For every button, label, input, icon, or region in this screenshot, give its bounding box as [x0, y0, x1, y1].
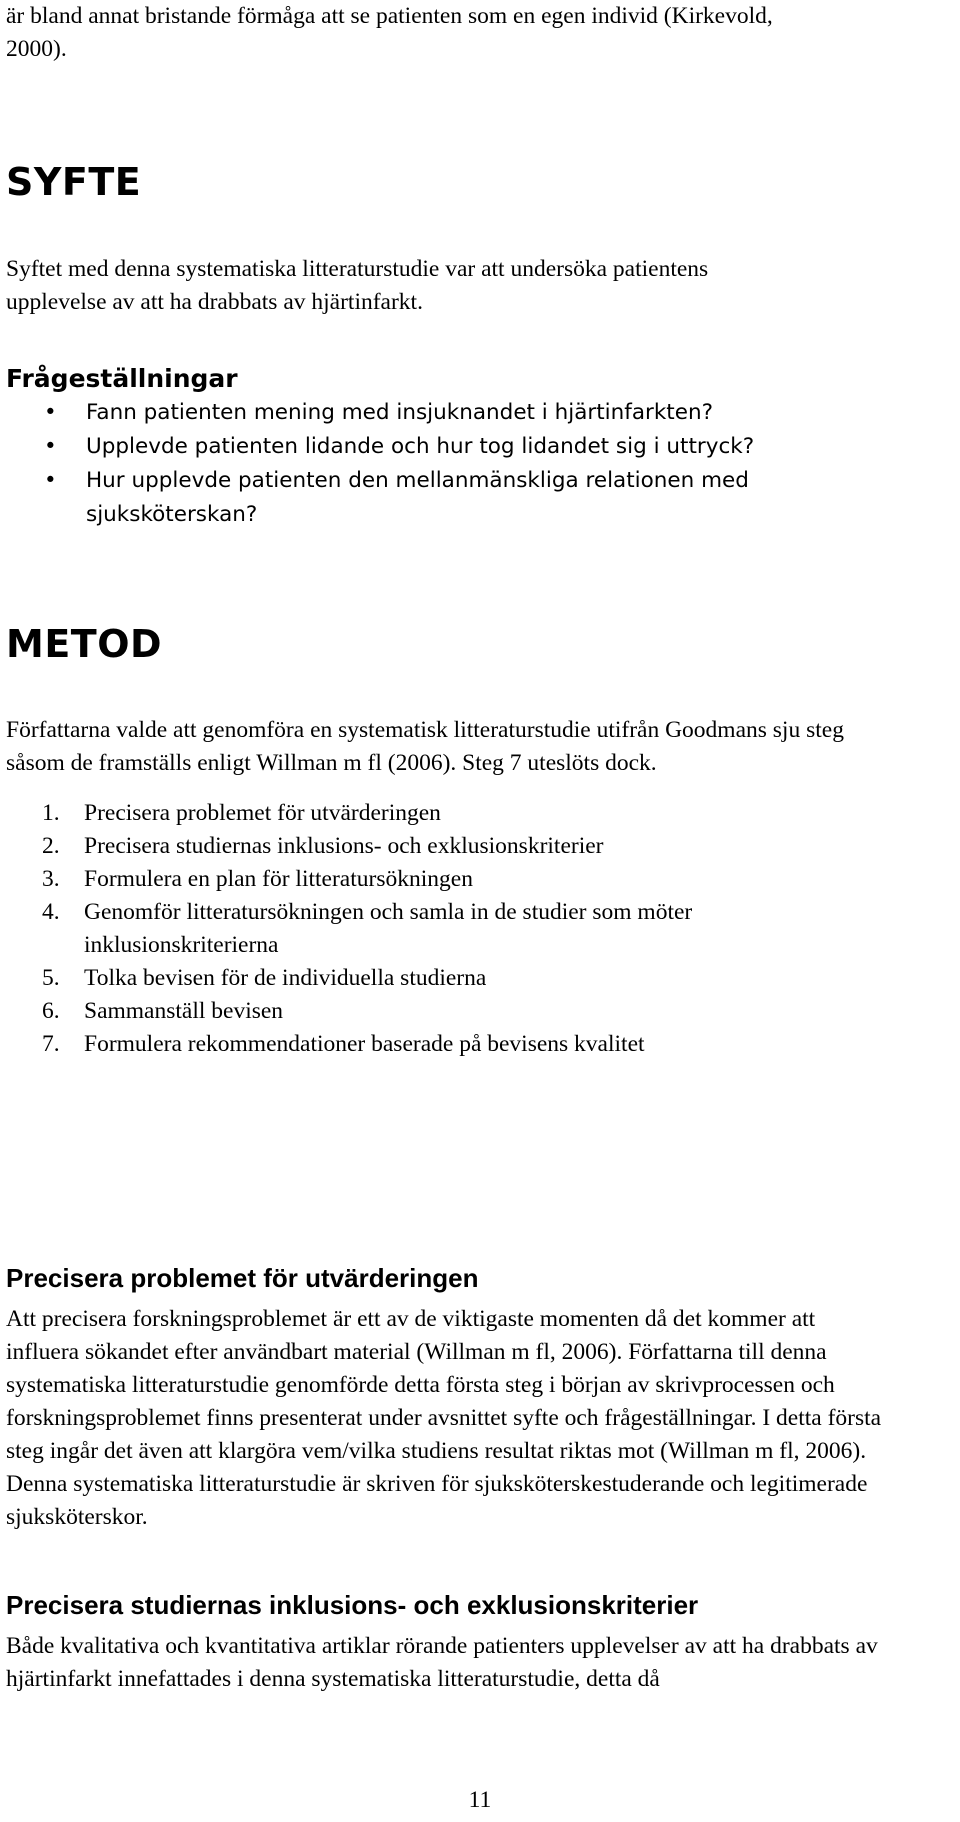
step-text: Sammanställ bevisen: [84, 998, 284, 1024]
question-text: Fann patienten mening med insjuknandet i hjärtinfarkten?: [86, 400, 713, 425]
question-text: Hur upplevde patienten den mellanmänskliga relationen med sjuksköterskan?: [86, 468, 749, 527]
step-number: 2.: [42, 833, 60, 859]
list-item: [0, 396, 860, 430]
list-item: [0, 863, 880, 896]
kriterier-text: Både kvalitativa och kvantitativa artiklar rörande patienters upplevelser av att ha drabbats av hjärtinfarkt innefattades i denna systematiska litteraturstudie, detta då: [6, 1633, 878, 1692]
kriterier-heading: Precisera studiernas inklusions- och exklusionskriterier: [6, 1590, 699, 1620]
step-text: Tolka bevisen för de individuella studierna: [84, 965, 487, 991]
bullet-icon: •: [44, 434, 57, 459]
syfte-heading: SYFTE: [6, 160, 142, 204]
fragestallningar-list: [0, 396, 860, 532]
step-number: 1.: [42, 800, 60, 826]
list-item: [0, 995, 880, 1028]
bullet-icon: •: [44, 400, 57, 425]
step-text: Genomför litteratursökningen och samla in de studier som möter inklusionskriterierna: [84, 899, 693, 958]
list-item: [0, 797, 880, 830]
metod-steps: [0, 797, 880, 1061]
step-number: 3.: [42, 866, 60, 892]
step-text: Precisera problemet för utvärderingen: [84, 800, 441, 826]
question-text: Upplevde patienten lidande och hur tog lidandet sig i uttryck?: [86, 434, 755, 459]
step-number: 7.: [42, 1031, 60, 1057]
list-item: [0, 1028, 880, 1061]
step-text: Formulera rekommendationer baserade på bevisens kvalitet: [84, 1031, 645, 1057]
fragestallningar-heading: Frågeställningar: [6, 364, 238, 393]
metod-heading: METOD: [6, 622, 163, 666]
problem-text: Att precisera forskningsproblemet är ett av de viktigaste momenten då det kommer att influera sökandet efter användbart material (Willman m fl, 2006). Författarna till denna systematiska litteraturstudie genomförde detta första steg i början av skrivprocessen och forskningsproblemet finns presenterat under avsnittet syfte och frågeställningar. I detta första steg ingår det även att klargöra vem/vilka studiens resultat riktas mot (Willman m fl, 2006). Denna systematiska litteraturstudie är skriven för sjuksköterskestuderande och legitimerade sjuksköterskor.: [6, 1306, 882, 1530]
intro-line-1: är bland annat bristande förmåga att se patienten som en egen individ (Kirkevold,: [6, 3, 773, 29]
intro-line-2: 2000).: [6, 36, 67, 62]
list-item: [0, 962, 880, 995]
list-item: [0, 896, 864, 962]
metod-intro: Författarna valde att genomföra en systematisk litteraturstudie utifrån Goodmans sju steg såsom de framställs enligt Willman m fl (2006). Steg 7 uteslöts dock.: [6, 717, 844, 776]
problem-heading: Precisera problemet för utvärderingen: [6, 1263, 479, 1293]
step-text: Formulera en plan för litteratursökningen: [84, 866, 473, 892]
step-number: 4.: [42, 899, 60, 925]
step-number: 5.: [42, 965, 60, 991]
syfte-text: Syftet med denna systematiska litteraturstudie var att undersöka patientens upplevelse av att ha drabbats av hjärtinfarkt.: [6, 256, 709, 315]
intro-fragment: [6, 0, 960, 66]
bullet-icon: •: [44, 468, 57, 493]
step-number: 6.: [42, 998, 60, 1024]
list-item: [0, 830, 880, 863]
page-number: 11: [468, 1787, 492, 1813]
list-item: [0, 464, 816, 532]
step-text: Precisera studiernas inklusions- och exklusionskriterier: [84, 833, 604, 859]
list-item: [0, 430, 860, 464]
